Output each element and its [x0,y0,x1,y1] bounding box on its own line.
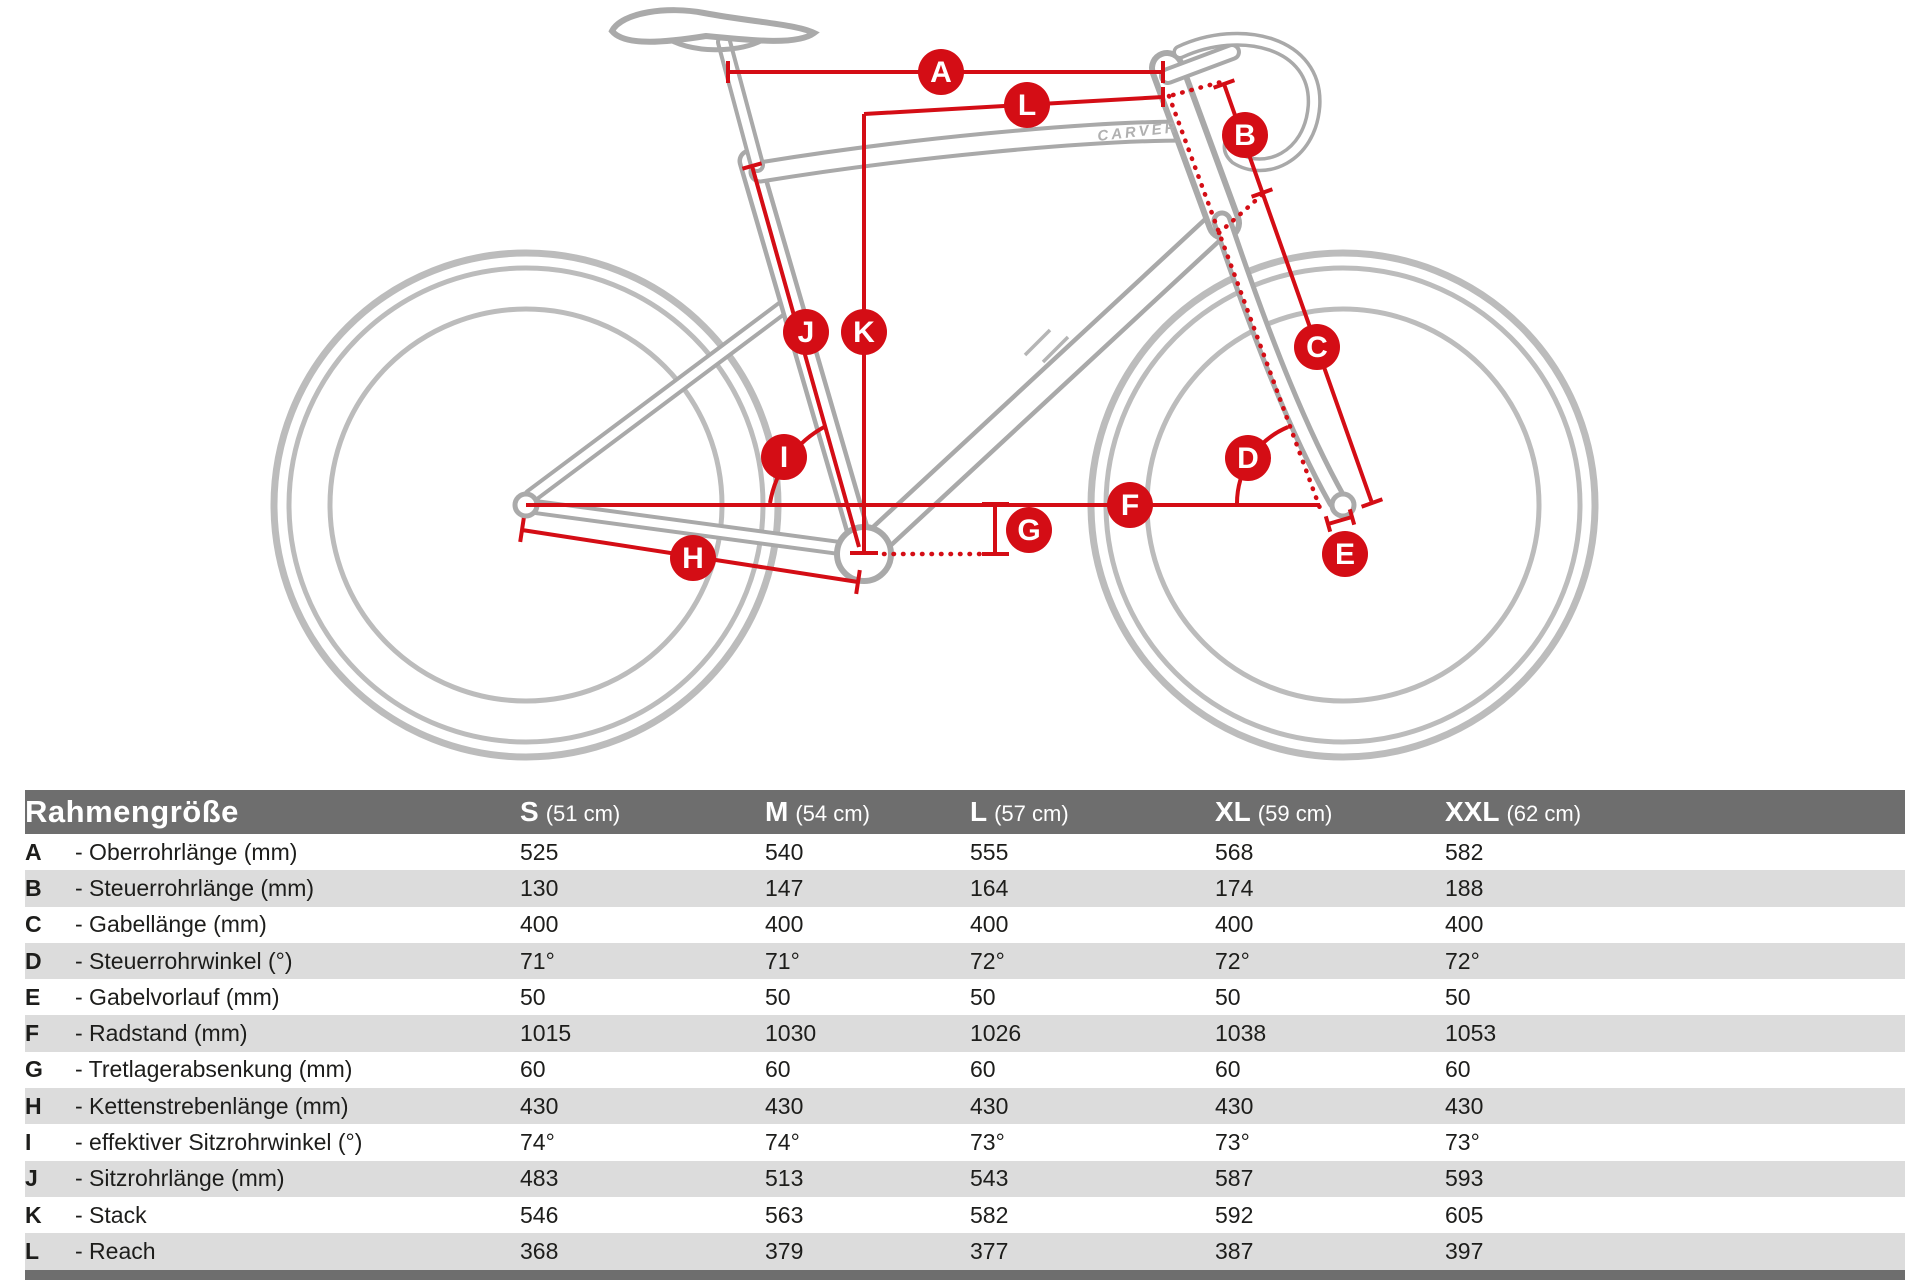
svg-text:K: K [853,316,875,349]
size-header-xl: XL (59 cm) [1215,790,1445,834]
cell-value: 130 [520,874,559,901]
cell-value: 72° [1215,947,1250,974]
saddle [612,10,814,50]
geometry-table [25,790,1905,1270]
marker-C [1294,324,1340,370]
svg-text:J: J [797,316,815,349]
cell-value: 72° [970,947,1005,974]
cell-value: 605 [1445,1201,1484,1228]
table-row [25,1015,1905,1051]
row-letter: L [25,1237,40,1264]
marker-G [1006,507,1052,553]
cell-value: 164 [970,874,1009,901]
cell-value: 188 [1445,874,1484,901]
svg-text:D: D [1237,442,1259,475]
cell-value: 60 [1445,1056,1471,1083]
table-row [25,979,1905,1015]
cell-value: 430 [765,1092,804,1119]
table-row [25,1197,1905,1233]
cell-value: 74° [765,1129,800,1156]
svg-text:H: H [682,542,704,575]
row-letter: J [25,1165,38,1192]
table-row [25,1124,1905,1160]
size-header-m: M (54 cm) [765,790,970,834]
svg-text:G: G [1017,514,1041,547]
cell-value: 400 [765,911,804,938]
cell-value: 1015 [520,1020,572,1047]
cell-value: 587 [1215,1165,1254,1192]
row-label: - Gabellänge (mm) [75,911,267,938]
cell-value: 71° [765,947,800,974]
cell-value: 582 [970,1201,1009,1228]
svg-text:F: F [1120,489,1140,522]
row-label: - Stack [75,1201,147,1228]
cell-value: 50 [1445,983,1471,1010]
cell-value: 582 [1445,838,1484,865]
cell-value: 60 [970,1056,996,1083]
row-label: - Sitzrohrlänge (mm) [75,1165,285,1192]
table-row [25,834,1905,870]
table-row [25,1088,1905,1124]
marker-L [1004,82,1050,128]
cell-value: 387 [1215,1237,1254,1264]
cell-value: 60 [765,1056,791,1083]
cell-value: 60 [520,1056,546,1083]
cell-value: 1026 [970,1020,1022,1047]
cell-value: 50 [1215,983,1241,1010]
table-row [25,943,1905,979]
row-letter: D [25,947,42,974]
row-label: - Steuerrohrwinkel (°) [75,947,293,974]
cell-value: 1038 [1215,1020,1267,1047]
row-letter: E [25,983,41,1010]
cell-value: 555 [970,838,1009,865]
cell-value: 73° [970,1129,1005,1156]
svg-text:E: E [1334,538,1356,571]
table-title: Rahmengröße [25,790,520,834]
marker-I [761,434,807,480]
cell-value: 400 [1215,911,1254,938]
row-label: - effektiver Sitzrohrwinkel (°) [75,1129,363,1156]
cell-value: 147 [765,874,804,901]
cell-value: 400 [520,911,559,938]
cell-value: 568 [1215,838,1254,865]
cell-value: 397 [1445,1237,1484,1264]
size-header-l: L (57 cm) [970,790,1215,834]
cell-value: 483 [520,1165,559,1192]
table-header-row [25,790,1905,834]
marker-H [670,535,716,581]
svg-text:B: B [1234,119,1256,152]
table-row [25,870,1905,906]
cell-value: 377 [970,1237,1009,1264]
row-letter: C [25,911,42,938]
row-letter: K [25,1201,42,1228]
svg-text:A: A [930,56,952,89]
cell-value: 430 [970,1092,1009,1119]
table-row [25,1161,1905,1197]
row-letter: I [25,1129,32,1156]
cell-value: 525 [520,838,559,865]
row-letter: F [25,1020,40,1047]
cell-value: 563 [765,1201,804,1228]
marker-E [1322,531,1368,577]
table-row [25,1052,1905,1088]
row-label: - Kettenstrebenlänge (mm) [75,1092,349,1119]
table-row [25,907,1905,943]
cell-value: 50 [520,983,546,1010]
bike-frame [528,39,1337,581]
carver-logo: CARVER [1096,118,1180,145]
svg-text:I: I [779,441,789,474]
cell-value: 430 [1445,1092,1484,1119]
cell-value: 513 [765,1165,804,1192]
cell-value: 74° [520,1129,555,1156]
marker-F [1107,482,1153,528]
cell-value: 1030 [765,1020,817,1047]
row-label: - Steuerrohrlänge (mm) [75,874,315,901]
cell-value: 430 [520,1092,559,1119]
cell-value: 73° [1445,1129,1480,1156]
marker-B [1222,112,1268,158]
size-header-xxl: XXL (62 cm) [1445,790,1905,834]
table-row [25,1233,1905,1269]
row-label: - Radstand (mm) [75,1020,248,1047]
svg-text:C: C [1306,331,1328,364]
cell-value: 546 [520,1201,559,1228]
row-label: - Oberrohrlänge (mm) [75,838,298,865]
cell-value: 593 [1445,1165,1484,1192]
cell-value: 540 [765,838,804,865]
cell-value: 73° [1215,1129,1250,1156]
cell-value: 592 [1215,1201,1254,1228]
cell-value: 400 [970,911,1009,938]
cell-value: 71° [520,947,555,974]
row-letter: A [25,838,42,865]
row-label: - Reach [75,1237,156,1264]
marker-D [1225,435,1271,481]
marker-J [783,309,829,355]
cell-value: 50 [765,983,791,1010]
cell-value: 430 [1215,1092,1254,1119]
row-letter: G [25,1056,43,1083]
cell-value: 379 [765,1237,804,1264]
marker-A [918,49,964,95]
cell-value: 1053 [1445,1020,1497,1047]
table-footer-bar [25,1270,1905,1280]
row-label: - Gabelvorlauf (mm) [75,983,280,1010]
cell-value: 72° [1445,947,1480,974]
cell-value: 60 [1215,1056,1241,1083]
svg-text:L: L [1017,89,1037,122]
cell-value: 174 [1215,874,1254,901]
cell-value: 400 [1445,911,1484,938]
marker-K [841,309,887,355]
cell-value: 543 [970,1165,1009,1192]
size-header-s: S (51 cm) [520,790,765,834]
cell-value: 368 [520,1237,559,1264]
cell-value: 50 [970,983,996,1010]
row-letter: B [25,874,42,901]
row-letter: H [25,1092,42,1119]
row-label: - Tretlagerabsenkung (mm) [75,1056,353,1083]
